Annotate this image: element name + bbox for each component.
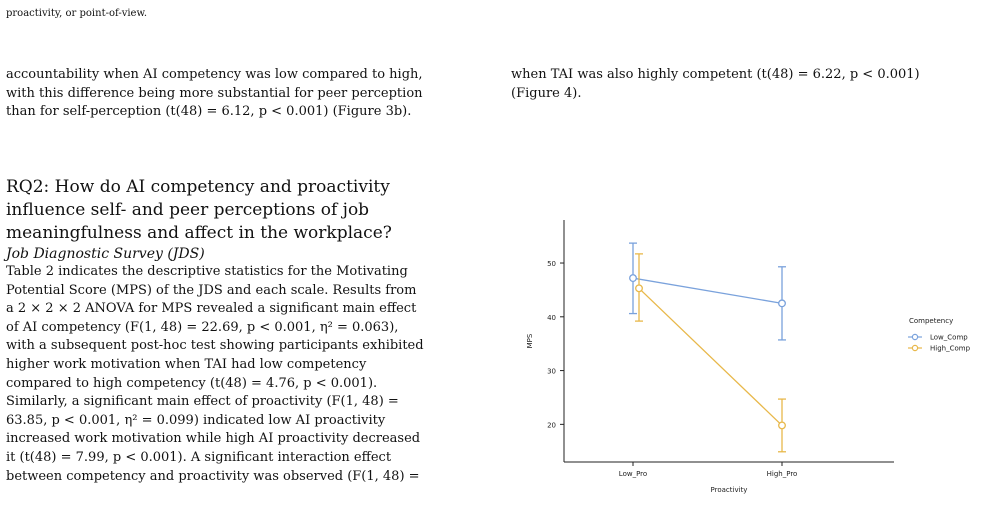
text-line: compared to high competency (t(48) = 4.76, p < 0.001). xyxy=(6,375,378,391)
chart-legend xyxy=(908,317,971,353)
text-line: 63.85, p < 0.001, η² = 0.099) indicated low AI proactivity xyxy=(6,412,386,428)
text-line: when TAI was also highly competent (t(48) = 6.22, p < 0.001) xyxy=(511,67,920,82)
y-tick-label: 30 xyxy=(547,367,556,376)
section-heading-rq2 xyxy=(6,176,486,245)
text-line: Similarly, a significant main effect of proactivity (F(1, 48) = xyxy=(6,394,399,410)
legend-swatch-point xyxy=(912,334,917,339)
series-line xyxy=(633,278,782,303)
y-tick-label: 50 xyxy=(547,260,556,269)
text-line: Potential Score (MPS) of the JDS and each scale. Results from xyxy=(6,282,417,298)
x-tick-label: High_Pro xyxy=(766,470,798,478)
x-axis-label: Proactivity xyxy=(710,486,748,494)
paragraph-mps-anova xyxy=(6,263,482,486)
heading-line: influence self- and peer perceptions of job xyxy=(6,200,370,220)
text-line: increased work motivation while high AI proactivity decreased xyxy=(6,431,421,447)
y-axis-label: MPS xyxy=(526,333,534,349)
legend-label: Low_Comp xyxy=(930,333,968,342)
data-point xyxy=(630,275,637,282)
text-line: between competency and proactivity was observed (F(1, 48) = xyxy=(6,468,420,484)
subheading-jds: Job Diagnostic Survey (JDS) xyxy=(6,246,205,262)
text-line: accountability when AI competency was low compared to high, xyxy=(6,67,423,82)
mps-interaction-chart xyxy=(510,210,984,500)
paragraph-figure4 xyxy=(511,66,981,103)
data-point xyxy=(636,285,643,292)
series-line xyxy=(639,288,782,425)
chart-marks xyxy=(629,243,786,452)
y-tick-label: 40 xyxy=(547,313,556,322)
text-line: than for self-perception (t(48) = 6.12, p < 0.001) (Figure 3b). xyxy=(6,104,412,120)
text-line: with a subsequent post-hoc test showing participants exhibited xyxy=(6,338,424,354)
text-line: of AI competency (F(1, 48) = 22.69, p < 0.001, η² = 0.063), xyxy=(6,319,399,335)
data-point xyxy=(779,422,786,429)
x-tick-label: Low_Pro xyxy=(618,470,648,478)
text-line: (Figure 4). xyxy=(511,85,582,101)
text-line: higher work motivation when TAI had low competency xyxy=(6,356,367,372)
paragraph-accountability xyxy=(6,66,486,122)
figure-caption-fragment: proactivity, or point-of-view. xyxy=(6,8,148,19)
text-line: a 2 × 2 × 2 ANOVA for MPS revealed a significant main effect xyxy=(6,301,417,317)
heading-line: RQ2: How do AI competency and proactivity xyxy=(6,177,390,197)
y-tick-label: 20 xyxy=(547,421,556,430)
data-point xyxy=(779,300,786,307)
legend-title: Competency xyxy=(909,317,954,325)
legend-label: High_Comp xyxy=(930,344,971,353)
text-line: it (t(48) = 7.99, p < 0.001). A significant interaction effect xyxy=(6,449,392,465)
heading-line: meaningfulness and affect in the workplace? xyxy=(6,223,392,243)
legend-swatch-point xyxy=(912,345,917,350)
text-line: with this difference being more substantial for peer perception xyxy=(6,85,423,101)
text-line: Table 2 indicates the descriptive statistics for the Motivating xyxy=(6,264,408,279)
